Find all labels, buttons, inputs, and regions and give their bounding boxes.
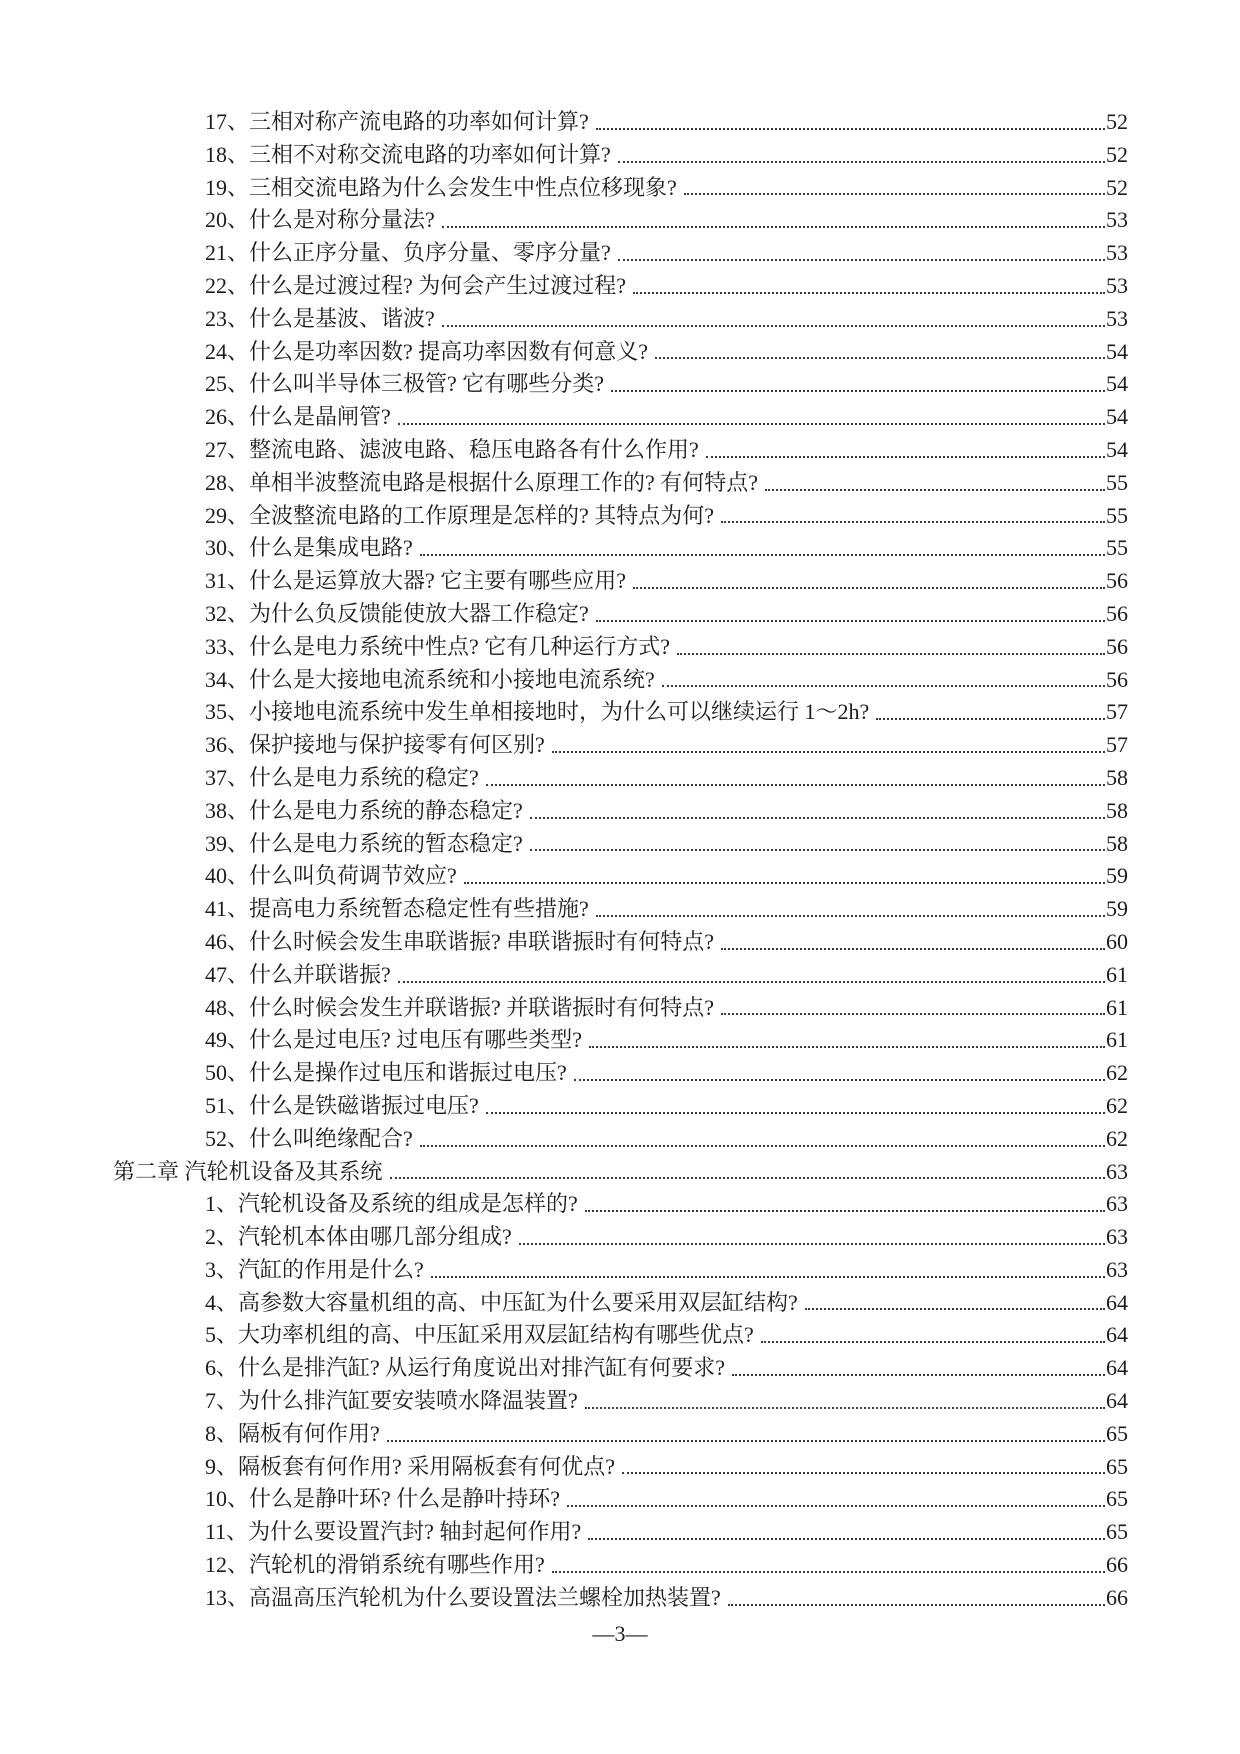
toc-entry-label: 6、什么是排汽缸? 从运行角度说出对排汽缸有何要求? [205, 1355, 726, 1381]
toc-entry-label: 20、什么是对称分量法? [205, 207, 435, 233]
toc-entry [205, 1418, 1128, 1451]
dot-leader [798, 1287, 1106, 1320]
toc-entry-page: 64 [1106, 1355, 1128, 1381]
toc-entry [205, 959, 1128, 992]
toc-entry [205, 893, 1128, 926]
toc-entry-page: 53 [1106, 272, 1128, 298]
toc-entry-label: 27、整流电路、滤波电路、稳压电路各有什么作用? [205, 436, 699, 462]
dot-leader [391, 401, 1106, 434]
toc-entry-label: 38、什么是电力系统的静态稳定? [205, 797, 523, 823]
toc-entry [205, 172, 1128, 205]
toc-entry-page: 65 [1106, 1486, 1128, 1512]
toc-entry-page: 55 [1106, 469, 1128, 495]
toc-entry-label: 29、全波整流电路的工作原理是怎样的? 其特点为何? [205, 502, 715, 528]
toc-entry-page: 53 [1106, 207, 1128, 233]
toc-entry-label: 22、什么是过渡过程? 为何会产生过渡过程? [205, 272, 627, 298]
toc-entry-page: 56 [1106, 568, 1128, 594]
toc-entry-page: 65 [1106, 1420, 1128, 1446]
dot-leader [479, 762, 1106, 795]
toc-entry [113, 1156, 1128, 1189]
toc-entry [205, 434, 1128, 467]
toc-entry [205, 992, 1128, 1025]
dot-leader [435, 204, 1106, 237]
toc-entry-page: 57 [1106, 732, 1128, 758]
dot-leader [523, 828, 1106, 861]
toc-entry-label: 25、什么叫半导体三极管? 它有哪些分类? [205, 371, 605, 397]
dot-leader [589, 106, 1106, 139]
toc-entry [205, 1254, 1128, 1287]
toc-entry-page: 54 [1106, 436, 1128, 462]
toc-entry [205, 1582, 1128, 1615]
toc-entry [205, 1188, 1128, 1221]
toc-entry-page: 60 [1106, 928, 1128, 954]
dot-leader [567, 1057, 1106, 1090]
toc-entry [205, 532, 1128, 565]
toc-entry-label: 19、三相交流电路为什么会发生中性点位移现象? [205, 174, 677, 200]
dot-leader [670, 631, 1106, 664]
toc-entry-page: 58 [1106, 764, 1128, 790]
toc-entry-label: 26、什么是晶闸管? [205, 404, 391, 430]
toc-entry-page: 66 [1106, 1584, 1128, 1610]
dot-leader [655, 664, 1106, 697]
toc-entry-label: 12、汽轮机的滑销系统有哪些作用? [205, 1552, 545, 1578]
toc-entry-page: 56 [1106, 633, 1128, 659]
dot-leader [435, 303, 1106, 336]
dot-leader [581, 1516, 1106, 1549]
toc-entry-label: 32、为什么负反馈能使放大器工作稳定? [205, 600, 589, 626]
toc-entry [205, 1483, 1128, 1516]
toc-entry-label: 50、什么是操作过电压和谐振过电压? [205, 1060, 567, 1086]
toc-entry-page: 54 [1106, 338, 1128, 364]
toc-entry [205, 664, 1128, 697]
toc-entry-label: 8、隔板有何作用? [205, 1420, 380, 1446]
dot-leader [869, 696, 1106, 729]
toc-entry-page: 53 [1106, 240, 1128, 266]
dot-leader [523, 795, 1106, 828]
dot-leader [626, 270, 1106, 303]
toc-entry-page: 62 [1106, 1125, 1128, 1151]
toc-entry-label: 11、为什么要设置汽封? 轴封起何作用? [205, 1519, 582, 1545]
toc-entry-label: 24、什么是功率因数? 提高功率因数有何意义? [205, 338, 649, 364]
dot-leader [714, 926, 1106, 959]
toc-entry-label: 5、大功率机组的高、中压缸采用双层缸结构有哪些优点? [205, 1322, 754, 1348]
dot-leader [699, 434, 1106, 467]
dot-leader [754, 1319, 1106, 1352]
toc-entry-label: 51、什么是铁磁谐振过电压? [205, 1092, 479, 1118]
toc-entry-label: 40、什么叫负荷调节效应? [205, 863, 457, 889]
toc-entry-page: 64 [1106, 1388, 1128, 1414]
toc-entry [205, 1451, 1128, 1484]
toc-entry-page: 66 [1106, 1552, 1128, 1578]
toc-entry [205, 401, 1128, 434]
page-number: —3— [592, 1621, 648, 1646]
toc-entry-label: 30、什么是集成电路? [205, 535, 413, 561]
dot-leader [615, 1451, 1106, 1484]
toc-entry-page: 64 [1106, 1289, 1128, 1315]
table-of-contents [113, 106, 1128, 1615]
toc-entry-page: 64 [1106, 1322, 1128, 1348]
toc-entry [205, 729, 1128, 762]
toc-entry-page: 56 [1106, 666, 1128, 692]
toc-entry [205, 762, 1128, 795]
toc-entry-page: 55 [1106, 502, 1128, 528]
dot-leader [604, 368, 1106, 401]
toc-entry-page: 58 [1106, 830, 1128, 856]
toc-entry [205, 237, 1128, 270]
toc-entry-label: 4、高参数大容量机组的高、中压缸为什么要采用双层缸结构? [205, 1289, 798, 1315]
toc-entry [205, 1549, 1128, 1582]
toc-entry-page: 55 [1106, 535, 1128, 561]
toc-entry-page: 63 [1106, 1158, 1128, 1184]
dot-leader [578, 1188, 1106, 1221]
toc-entry-label: 2、汽轮机本体由哪几部分组成? [205, 1224, 512, 1250]
toc-entry-page: 63 [1106, 1191, 1128, 1217]
dot-leader [578, 1385, 1106, 1418]
toc-entry [205, 1385, 1128, 1418]
toc-entry-label: 17、三相对称产流电路的功率如何计算? [205, 109, 589, 134]
toc-entry-page: 62 [1106, 1092, 1128, 1118]
toc-entry [205, 1319, 1128, 1352]
dot-leader [413, 532, 1106, 565]
toc-entry-label: 52、什么叫绝缘配合? [205, 1125, 413, 1151]
dot-leader [714, 500, 1106, 533]
toc-entry-page: 52 [1106, 174, 1128, 200]
toc-entry-page: 53 [1106, 305, 1128, 331]
toc-entry-label: 3、汽缸的作用是什么? [205, 1256, 424, 1282]
toc-entry [205, 270, 1128, 303]
toc-entry [205, 631, 1128, 664]
toc-entry [205, 1057, 1128, 1090]
dot-leader [714, 992, 1106, 1025]
toc-entry-label: 第二章 汽轮机设备及其系统 [113, 1158, 383, 1184]
toc-entry-label: 49、什么是过电压? 过电压有哪些类型? [205, 1027, 583, 1053]
dot-leader [479, 1090, 1106, 1123]
toc-entry-page: 65 [1106, 1519, 1128, 1545]
toc-entry [205, 500, 1128, 533]
dot-leader [380, 1418, 1106, 1451]
toc-entry-page: 56 [1106, 600, 1128, 626]
toc-entry-page: 52 [1106, 141, 1128, 167]
toc-entry [205, 467, 1128, 500]
toc-entry-label: 13、高温高压汽轮机为什么要设置法兰螺栓加热装置? [205, 1584, 721, 1610]
dot-leader [545, 1549, 1106, 1582]
toc-entry-page: 65 [1106, 1453, 1128, 1479]
toc-entry [205, 204, 1128, 237]
toc-entry [205, 139, 1128, 172]
toc-entry-page: 58 [1106, 797, 1128, 823]
dot-leader [383, 1156, 1106, 1189]
toc-entry-label: 10、什么是静叶环? 什么是静叶持环? [205, 1486, 561, 1512]
dot-leader [648, 336, 1106, 369]
dot-leader [725, 1352, 1106, 1385]
toc-entry-label: 36、保护接地与保护接零有何区别? [205, 732, 545, 758]
toc-entry-label: 9、隔板套有何作用? 采用隔板套有何优点? [205, 1453, 616, 1479]
toc-entry [205, 565, 1128, 598]
toc-entry [205, 795, 1128, 828]
dot-leader [589, 893, 1106, 926]
dot-leader [758, 467, 1106, 500]
toc-entry [205, 336, 1128, 369]
toc-entry-page: 54 [1106, 371, 1128, 397]
toc-entry [205, 926, 1128, 959]
toc-entry [205, 1024, 1128, 1057]
dot-leader [512, 1221, 1106, 1254]
toc-entry-page: 61 [1106, 1027, 1128, 1053]
toc-entry-label: 21、什么正序分量、负序分量、零序分量? [205, 240, 611, 266]
toc-entry-label: 28、单相半波整流电路是根据什么原理工作的? 有何特点? [205, 469, 759, 495]
toc-entry-page: 61 [1106, 994, 1128, 1020]
toc-entry [205, 368, 1128, 401]
toc-entry-page: 52 [1106, 109, 1128, 134]
toc-entry-label: 33、什么是电力系统中性点? 它有几种运行方式? [205, 633, 671, 659]
dot-leader [626, 565, 1106, 598]
toc-entry-page: 59 [1106, 863, 1128, 889]
dot-leader [413, 1123, 1106, 1156]
toc-entry [205, 1090, 1128, 1123]
toc-entry-label: 41、提高电力系统暂态稳定性有些措施? [205, 896, 589, 922]
toc-entry-label: 48、什么时候会发生并联谐振? 并联谐振时有何特点? [205, 994, 715, 1020]
toc-entry [205, 828, 1128, 861]
toc-entry-label: 34、什么是大接地电流系统和小接地电流系统? [205, 666, 655, 692]
dot-leader [721, 1582, 1106, 1615]
toc-entry-label: 35、小接地电流系统中发生单相接地时，为什么可以继续运行 1～2h? [205, 699, 870, 725]
toc-entry-label: 46、什么时候会发生串联谐振? 串联谐振时有何特点? [205, 928, 715, 954]
toc-entry [205, 1123, 1128, 1156]
toc-entry-label: 7、为什么排汽缸要安装喷水降温装置? [205, 1388, 578, 1414]
dot-leader [424, 1254, 1106, 1287]
toc-entry-label: 31、什么是运算放大器? 它主要有哪些应用? [205, 568, 627, 594]
dot-leader [611, 237, 1106, 270]
toc-entry-page: 57 [1106, 699, 1128, 725]
page-footer [0, 1618, 1240, 1650]
dot-leader [560, 1483, 1106, 1516]
toc-entry [205, 696, 1128, 729]
toc-entry-label: 37、什么是电力系统的稳定? [205, 764, 479, 790]
dot-leader [545, 729, 1106, 762]
dot-leader [582, 1024, 1106, 1057]
toc-entry-page: 63 [1106, 1256, 1128, 1282]
dot-leader [457, 860, 1106, 893]
toc-entry [205, 106, 1128, 139]
dot-leader [391, 959, 1106, 992]
toc-entry-label: 23、什么是基波、谐波? [205, 305, 435, 331]
dot-leader [589, 598, 1106, 631]
toc-entry-label: 47、什么并联谐振? [205, 961, 391, 987]
toc-entry-page: 61 [1106, 961, 1128, 987]
toc-entry-page: 63 [1106, 1224, 1128, 1250]
toc-entry-label: 39、什么是电力系统的暂态稳定? [205, 830, 523, 856]
toc-entry-page: 59 [1106, 896, 1128, 922]
toc-entry-page: 62 [1106, 1060, 1128, 1086]
toc-entry-label: 18、三相不对称交流电路的功率如何计算? [205, 141, 611, 167]
toc-entry [205, 1287, 1128, 1320]
dot-leader [677, 172, 1106, 205]
toc-entry [205, 1352, 1128, 1385]
toc-entry [205, 598, 1128, 631]
toc-entry-label: 1、汽轮机设备及系统的组成是怎样的? [205, 1191, 578, 1217]
toc-entry [205, 303, 1128, 336]
toc-entry [205, 860, 1128, 893]
toc-entry [205, 1516, 1128, 1549]
dot-leader [611, 139, 1106, 172]
toc-entry-page: 54 [1106, 404, 1128, 430]
toc-entry [205, 1221, 1128, 1254]
